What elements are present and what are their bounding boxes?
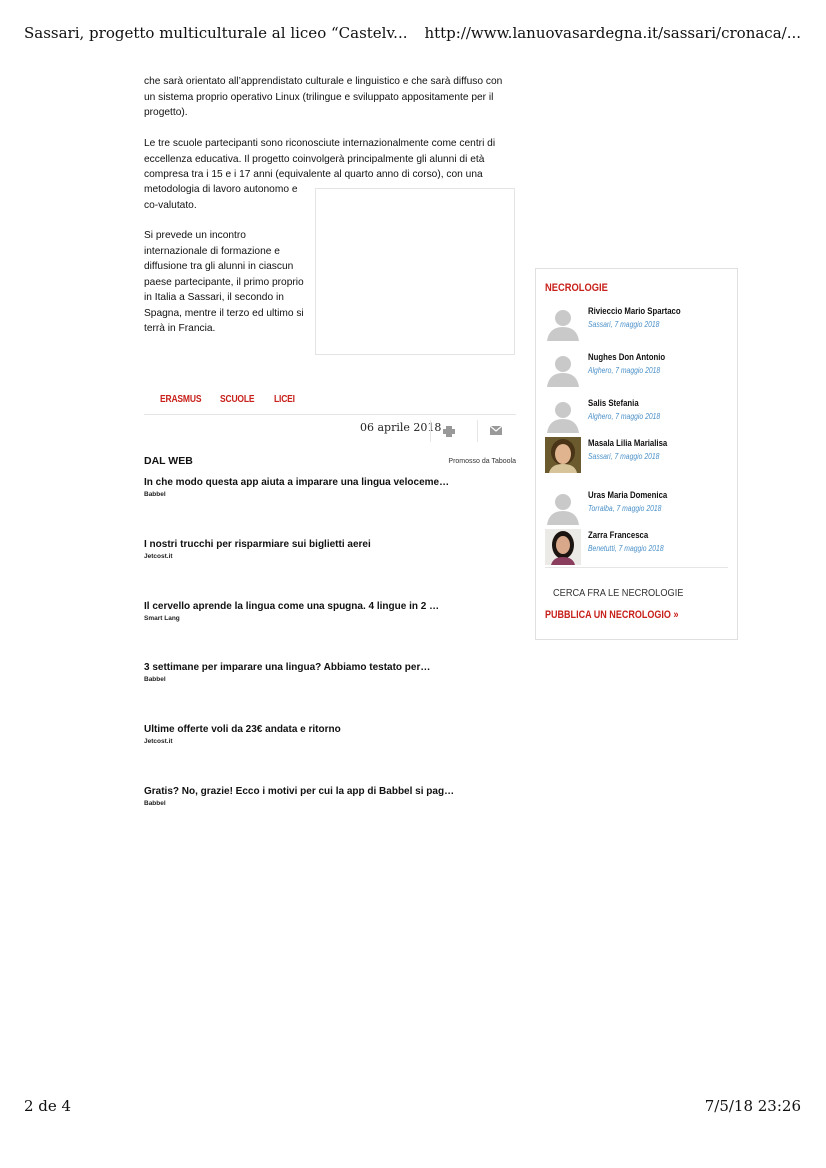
- taboola-promoted-label[interactable]: Promosso da Taboola: [448, 458, 516, 465]
- taboola-item[interactable]: [144, 662, 516, 683]
- taboola-heading: DAL WEB: [144, 455, 193, 467]
- divider: [545, 567, 728, 568]
- necrologio-info: Benetutti, 7 maggio 2018: [588, 544, 664, 553]
- taboola-item[interactable]: [144, 477, 516, 498]
- taboola-item-title[interactable]: 3 settimane per imparare una lingua? Abbiamo testato per…: [144, 662, 431, 673]
- person-placeholder-icon: [545, 351, 581, 387]
- page-number: 2 de 4: [24, 1097, 72, 1115]
- person-placeholder-icon: [545, 397, 581, 433]
- necrologio-entry[interactable]: [545, 305, 730, 343]
- article-paragraph: Si prevede un incontro internazionale di formazione e diffusione tra gli alunni in ciascun paese partecipante, il primo proprio in Italia a Sassari, il secondo in Spagna, mentre il terzo ed ultimo si terrà in Francia.: [144, 230, 304, 334]
- publish-necrologio-link[interactable]: PUBBLICA UN NECROLOGIO »: [545, 609, 679, 621]
- necrologio-info: Sassari, 7 maggio 2018: [588, 320, 660, 329]
- necrologio-name[interactable]: Rivieccio Mario Spartaco: [588, 306, 681, 317]
- taboola-item-source: Smart Lang: [144, 615, 180, 622]
- taboola-item[interactable]: [144, 786, 516, 807]
- taboola-item-source: Jetcost.it: [144, 553, 173, 560]
- email-button[interactable]: [477, 420, 514, 442]
- search-necrologie-link[interactable]: CERCA FRA LE NECROLOGIE: [553, 587, 684, 599]
- taboola-item-title[interactable]: Il cervello aprende la lingua come una spugna. 4 lingue in 2 …: [144, 601, 440, 612]
- taboola-item[interactable]: [144, 539, 516, 560]
- printer-icon: [443, 426, 455, 437]
- article-paragraph-continued: metodologia di lavoro autonomo e co-valutato.: [144, 184, 298, 211]
- article-paragraph: Le tre scuole partecipanti sono riconosciute internazionalmente come centri di eccellenza educativa. Il progetto coinvolgerà principalmente gli alunni di età compresa tra i 15 e i 17 anni (equivalente al quarto anno di corso), con una: [144, 138, 496, 180]
- divider: [144, 414, 516, 415]
- necrologio-name[interactable]: Uras Maria Domenica: [588, 490, 668, 501]
- necrologio-name[interactable]: Masala Lilia Marialisa: [588, 438, 668, 449]
- ad-placeholder: [315, 188, 515, 355]
- article-date: 06 aprile 2018: [360, 421, 442, 434]
- necrologio-entry[interactable]: [545, 529, 730, 567]
- necrologio-name[interactable]: Zarra Francesca: [588, 530, 649, 541]
- print-button[interactable]: [430, 420, 467, 442]
- necrologio-info: Sassari, 7 maggio 2018: [588, 452, 660, 461]
- page-header-url: http://www.lanuovasardegna.it/sassari/cronaca/...: [424, 24, 801, 42]
- necrologio-info: Torralba, 7 maggio 2018: [588, 504, 662, 513]
- necrologio-name[interactable]: Salis Stefania: [588, 398, 639, 409]
- article-paragraph: che sarà orientato all’apprendistato culturale e linguistico e che sarà diffuso con un sistema proprio operativo Linux (trilingue e sviluppato appositamente per il progetto).: [144, 76, 503, 118]
- taboola-item-title[interactable]: I nostri trucchi per risparmiare sui biglietti aerei: [144, 539, 371, 550]
- necrologie-widget: [535, 268, 738, 640]
- taboola-item-source: Babbel: [144, 676, 166, 683]
- taboola-item-source: Jetcost.it: [144, 738, 173, 745]
- person-placeholder-icon: [545, 489, 581, 525]
- tag-scuole[interactable]: SCUOLE: [220, 394, 255, 405]
- necrologio-entry[interactable]: [545, 489, 730, 527]
- necrologio-entry[interactable]: [545, 351, 730, 389]
- taboola-item-source: Babbel: [144, 491, 166, 498]
- envelope-icon: [490, 426, 502, 435]
- page-header-title: Sassari, progetto multiculturale al liceo “Castelv...: [24, 24, 408, 42]
- tag-licei[interactable]: LICEI: [274, 394, 295, 405]
- necrologio-entry[interactable]: [545, 437, 730, 475]
- necrologio-info: Alghero, 7 maggio 2018: [588, 412, 661, 421]
- person-placeholder-icon: [545, 305, 581, 341]
- portrait-photo: [545, 437, 581, 473]
- necrologio-name[interactable]: Nughes Don Antonio: [588, 352, 666, 363]
- print-datetime: 7/5/18 23:26: [704, 1097, 801, 1115]
- taboola-item-title[interactable]: In che modo questa app aiuta a imparare una lingua veloceme…: [144, 477, 450, 488]
- taboola-item[interactable]: [144, 724, 516, 745]
- taboola-item-title[interactable]: Gratis? No, grazie! Ecco i motivi per cui la app di Babbel si pag…: [144, 786, 455, 797]
- tag-erasmus[interactable]: ERASMUS: [160, 394, 202, 405]
- necrologio-entry[interactable]: [545, 397, 730, 435]
- taboola-item-title[interactable]: Ultime offerte voli da 23€ andata e ritorno: [144, 724, 341, 735]
- taboola-item[interactable]: [144, 601, 516, 622]
- necrologio-info: Alghero, 7 maggio 2018: [588, 366, 661, 375]
- taboola-item-source: Babbel: [144, 800, 166, 807]
- necrologie-title: NECROLOGIE: [545, 282, 608, 294]
- portrait-photo: [545, 529, 581, 565]
